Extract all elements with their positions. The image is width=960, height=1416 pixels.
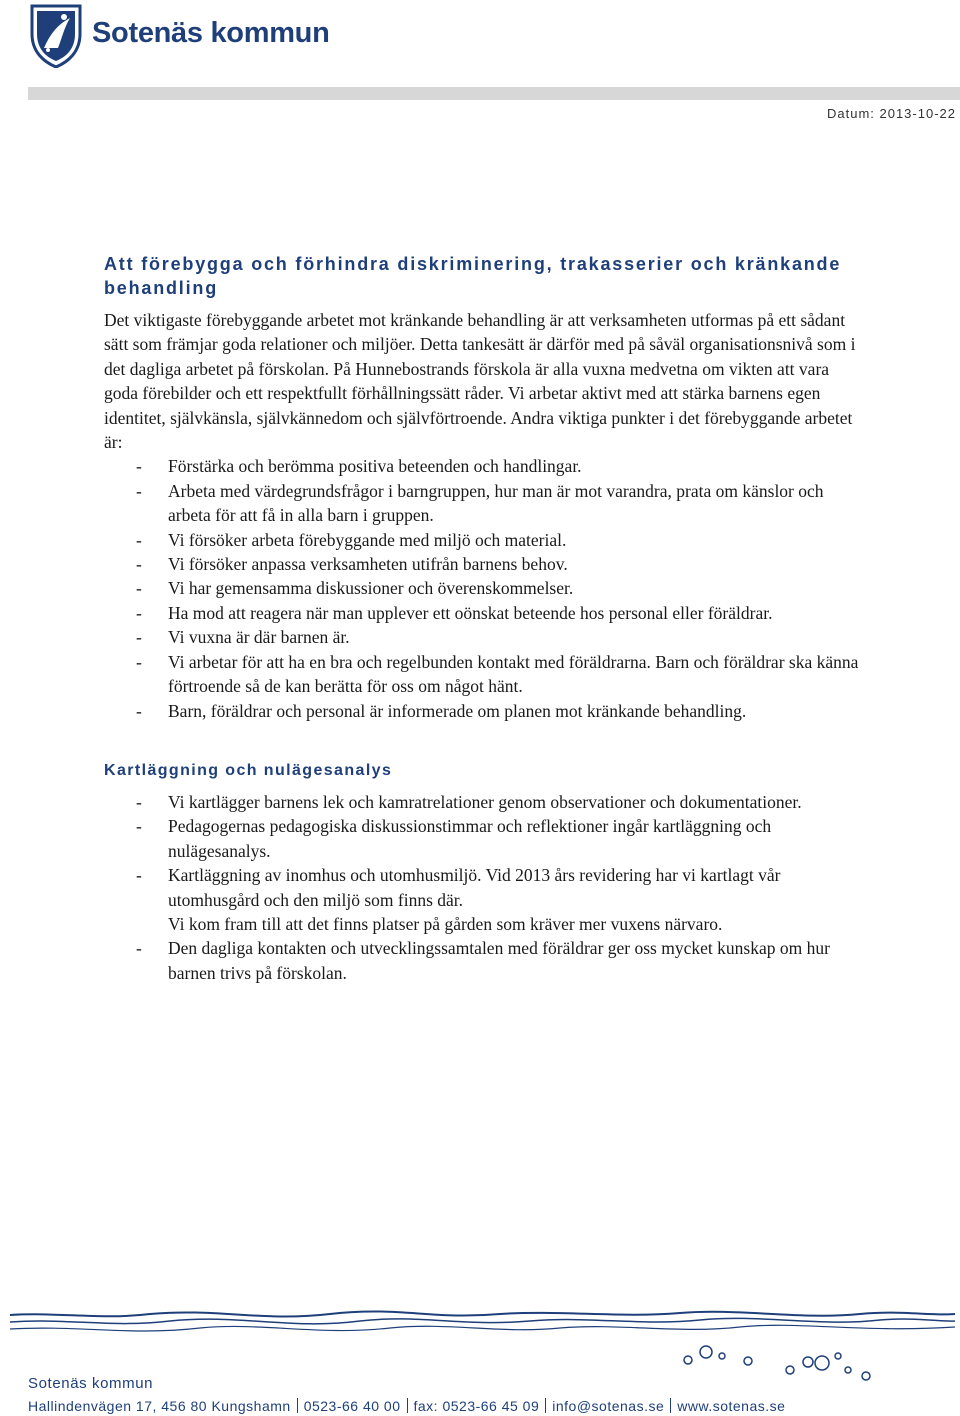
list-item: - Vi arbetar för att ha en bra och regelbunden kontakt med föräldrarna. Barn och föräldrar ska känna förtroende så de kan berätta för oss om något hänt. bbox=[104, 650, 864, 699]
list-item: - Vi vuxna är där barnen är. bbox=[104, 625, 864, 649]
list-item: - Ha mod att reagera när man upplever ett oönskat beteende hos personal eller föräldrar. bbox=[104, 601, 864, 625]
footer-web-link[interactable]: www.sotenas.se bbox=[677, 1398, 786, 1414]
list-item: - Arbeta med värdegrundsfrågor i barngruppen, hur man är mot varandra, prata om känslor och arbeta för att få in alla barn i gruppen. bbox=[104, 479, 864, 528]
list-item: - Den dagliga kontakten och utvecklingssamtalen med föräldrar ger oss mycket kunskap om hur barnen trivs på förskolan. bbox=[104, 936, 864, 985]
list-item: - Vi kartlägger barnens lek och kamratrelationer genom observationer och dokumentationer. bbox=[104, 790, 864, 814]
list-item bbox=[104, 863, 864, 936]
footer-fax: fax: 0523-66 45 09 bbox=[413, 1398, 540, 1414]
section-title: Att förebygga och förhindra diskriminering, trakasserier och kränkande behandling bbox=[104, 254, 842, 298]
section-heading: Kartläggning och nulägesanalys bbox=[104, 761, 393, 779]
footer-phone: 0523-66 40 00 bbox=[303, 1398, 401, 1414]
separator bbox=[545, 1398, 546, 1413]
document-date: Datum: 2013-10-22 bbox=[826, 106, 956, 121]
wave-decoration bbox=[0, 1300, 960, 1385]
separator bbox=[297, 1398, 298, 1413]
list-item: - Vi försöker anpassa verksamheten utifrån barnens behov. bbox=[104, 552, 864, 576]
list-item: - Förstärka och berömma positiva beteenden och handlingar. bbox=[104, 454, 864, 478]
list-item: - Vi försöker arbeta förebyggande med miljö och material. bbox=[104, 528, 864, 552]
list-item: - Barn, föräldrar och personal är informerade om planen mot kränkande behandling. bbox=[104, 699, 864, 723]
separator bbox=[670, 1398, 671, 1413]
footer-email-link[interactable]: info@sotenas.se bbox=[552, 1398, 665, 1414]
list-item: - Vi har gemensamma diskussioner och överenskommelser. bbox=[104, 576, 864, 600]
survey-list bbox=[104, 790, 864, 985]
footer bbox=[28, 1374, 785, 1416]
document-body bbox=[104, 252, 864, 985]
list-item: - Pedagogernas pedagogiska diskussionstimmar och reflektioner ingår kartläggning och nulägesanalys. bbox=[104, 814, 864, 863]
logo-text: Sotenäs kommun bbox=[92, 16, 330, 49]
footer-org: Sotenäs kommun bbox=[28, 1375, 154, 1392]
footer-address: Hallindenvägen 17, 456 80 Kungshamn bbox=[28, 1398, 291, 1414]
list-item-text: Kartläggning av inomhus och utomhusmiljö. Vid 2013 års revidering har vi kartlagt vår utomhusgård och den miljö som finns där. bbox=[168, 865, 781, 910]
header-divider bbox=[28, 87, 960, 100]
intro-paragraph: Det viktigaste förebyggande arbetet mot kränkande behandling är att verksamheten utformas på ett sådant sätt som främjar goda relationer och miljöer. Detta tankesätt är därför med på såväl organisationsnivå som i det dagliga arbetet på förskolan. På Hunnebostrands förskola är alla vuxna medvetna om vikten att vara goda förebilder och ett respektfullt förhållningssätt råder. Vi arbetar aktivt med att stärka barnens egen identitet, självkänsla, självkännedom och självförtroende. Andra viktiga punkter i det förebyggande arbetet är: bbox=[104, 310, 856, 453]
prevention-list bbox=[104, 454, 864, 722]
separator bbox=[407, 1398, 408, 1413]
shield-logo-icon bbox=[28, 4, 84, 68]
list-item-extra: Vi kom fram till att det finns platser på gården som kräver mer vuxens närvaro. bbox=[168, 913, 723, 934]
footer-contact bbox=[28, 1396, 785, 1416]
logo bbox=[28, 4, 330, 68]
